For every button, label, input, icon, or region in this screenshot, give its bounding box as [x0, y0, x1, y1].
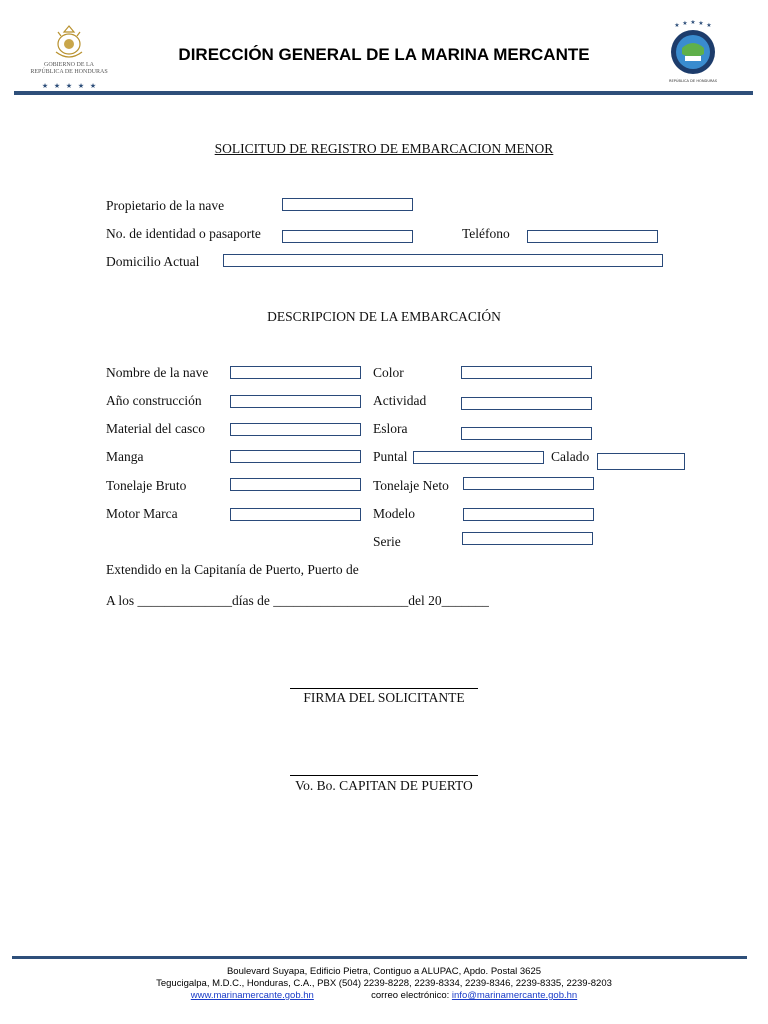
page-title: DIRECCIÓN GENERAL DE LA MARINA MERCANTE — [178, 45, 590, 64]
color-label: Color — [373, 365, 404, 380]
svg-text:REPÚBLICA DE HONDURAS: REPÚBLICA DE HONDURAS — [668, 79, 718, 83]
motor-marca-label: Motor Marca — [106, 506, 178, 521]
serie-label: Serie — [373, 534, 401, 549]
material-casco-field[interactable] — [230, 423, 361, 436]
motor-marca-field[interactable] — [230, 508, 361, 521]
actividad-label: Actividad — [373, 393, 427, 408]
serie-field[interactable] — [462, 532, 593, 545]
domicilio-label: Domicilio Actual — [106, 254, 200, 269]
propietario-label: Propietario de la nave — [106, 198, 225, 213]
vobo-signature-line — [290, 775, 478, 776]
header-divider — [14, 91, 753, 95]
form-title: SOLICITUD DE REGISTRO DE EMBARCACION MENOR — [214, 141, 554, 156]
extendido-text: Extendido en la Capitanía de Puerto, Puerto de — [106, 562, 359, 577]
footer-address: Boulevard Suyapa, Edificio Pietra, Contiguo a ALUPAC, Apdo. Postal 3625 — [226, 966, 542, 977]
svg-text:REPÚBLICA DE HONDURAS: REPÚBLICA DE HONDURAS — [30, 69, 108, 75]
telefono-field[interactable] — [527, 230, 658, 243]
tonelaje-neto-field[interactable] — [463, 477, 594, 490]
eslora-label: Eslora — [373, 421, 408, 436]
vobo-capitan-label: Vo. Bo. CAPITAN DE PUERTO — [295, 778, 473, 793]
calado-field[interactable] — [597, 453, 685, 470]
modelo-label: Modelo — [373, 506, 415, 521]
domicilio-field[interactable] — [223, 254, 663, 267]
svg-text:★: ★ — [698, 20, 704, 27]
identidad-field[interactable] — [282, 230, 413, 243]
anio-construccion-field[interactable] — [230, 395, 361, 408]
svg-text:GOBIERNO DE LA: GOBIERNO DE LA — [44, 62, 94, 68]
svg-text:★: ★ — [89, 82, 97, 90]
calado-label: Calado — [551, 449, 590, 464]
nombre-nave-label: Nombre de la nave — [106, 365, 209, 380]
svg-text:★: ★ — [53, 82, 61, 90]
svg-text:★: ★ — [77, 82, 85, 90]
svg-text:★: ★ — [682, 20, 688, 27]
footer-links — [0, 990, 768, 1001]
anio-construccion-label: Año construcción — [106, 393, 202, 408]
footer-divider — [12, 956, 747, 959]
tonelaje-neto-label: Tonelaje Neto — [373, 478, 449, 493]
tonelaje-bruto-label: Tonelaje Bruto — [106, 478, 187, 493]
website-link[interactable]: www.marinamercante.gob.hn — [190, 990, 314, 1001]
identidad-label: No. de identidad o pasaporte — [106, 226, 261, 241]
tonelaje-bruto-field[interactable] — [230, 478, 361, 491]
svg-text:★: ★ — [690, 20, 696, 26]
puntal-label: Puntal — [373, 449, 408, 464]
section-title: DESCRIPCION DE LA EMBARCACIÓN — [267, 309, 501, 324]
email-label: correo electrónico: — [371, 990, 450, 1001]
telefono-label: Teléfono — [462, 226, 510, 241]
svg-text:★: ★ — [65, 82, 73, 90]
actividad-field[interactable] — [461, 397, 592, 410]
footer-contact: Tegucigalpa, M.D.C., Honduras, C.A., PBX (504) 2239-8228, 2239-8334, 2239-8346, 2239-8335, 2239-8203 — [156, 978, 612, 989]
email-link[interactable]: info@marinamercante.gob.hn — [451, 990, 578, 1001]
modelo-field[interactable] — [463, 508, 594, 521]
fecha-line: A los ______________días de ____________________del 20_______ — [106, 593, 489, 608]
propietario-field[interactable] — [282, 198, 413, 211]
nombre-nave-field[interactable] — [230, 366, 361, 379]
puntal-field[interactable] — [413, 451, 544, 464]
svg-text:★: ★ — [706, 22, 712, 29]
manga-field[interactable] — [230, 450, 361, 463]
svg-text:★: ★ — [41, 82, 49, 90]
firma-solicitante-label: FIRMA DEL SOLICITANTE — [303, 690, 465, 705]
manga-label: Manga — [106, 449, 144, 464]
eslora-field[interactable] — [461, 427, 592, 440]
color-field[interactable] — [461, 366, 592, 379]
material-casco-label: Material del casco — [106, 421, 205, 436]
firma-signature-line — [290, 688, 478, 689]
svg-text:★: ★ — [674, 22, 680, 29]
marina-mercante-seal-logo — [667, 20, 719, 84]
